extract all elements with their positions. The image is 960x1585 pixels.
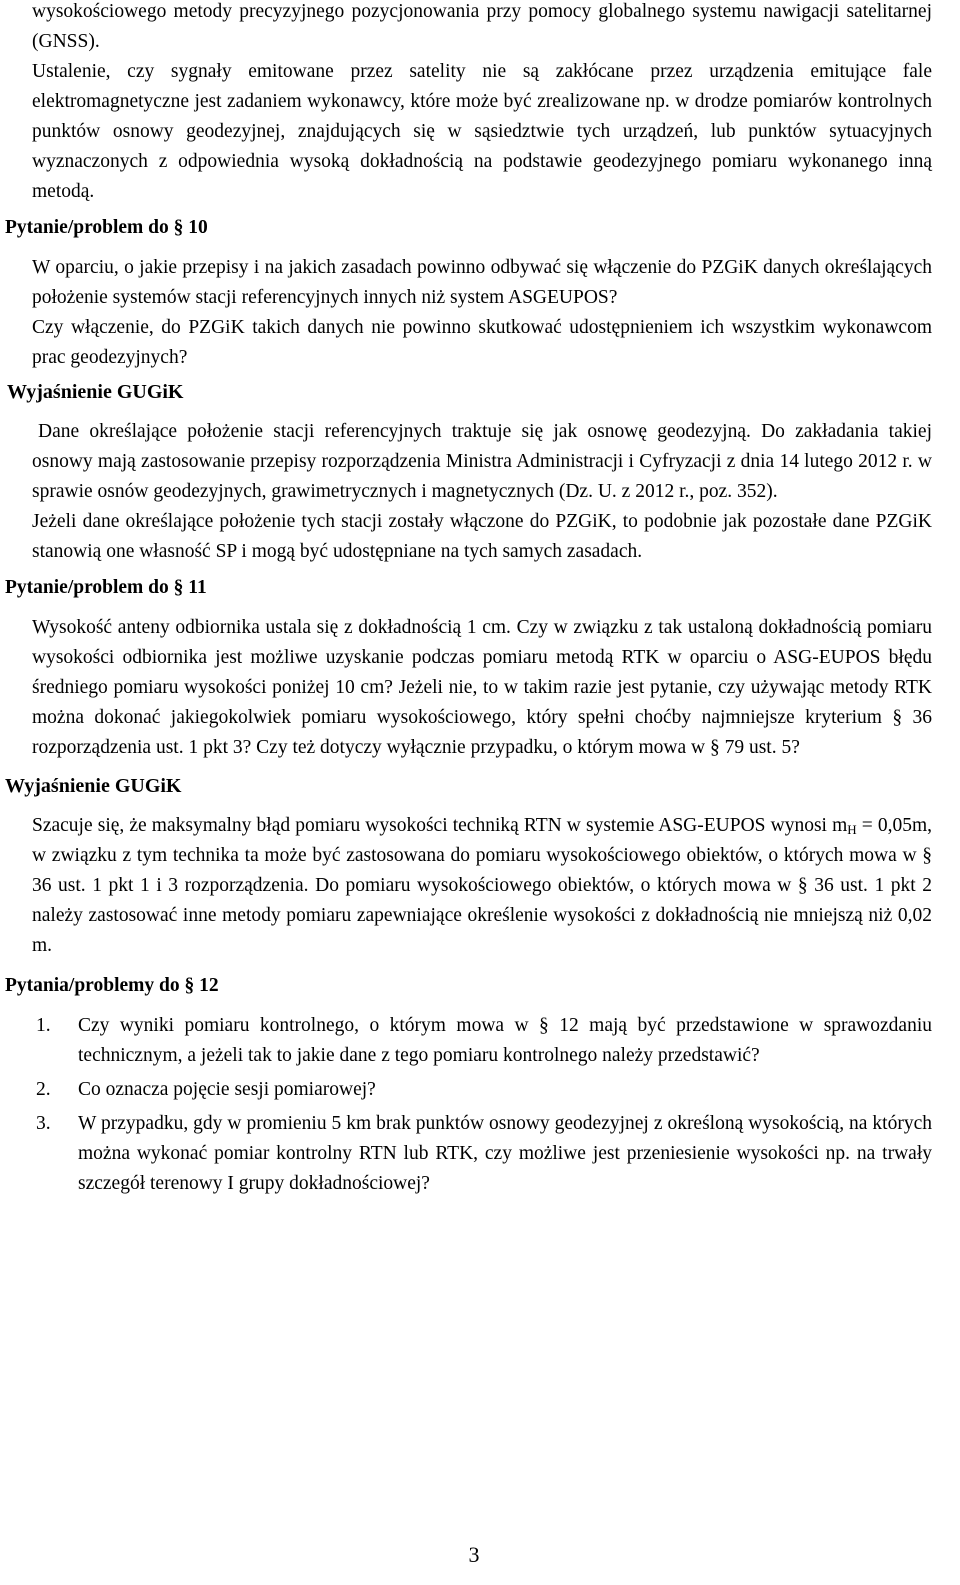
section-12-question-list: [32, 1011, 932, 1199]
list-item: [36, 1075, 932, 1105]
section-10-question-2: Czy włączenie, do PZGiK takich danych nie powinno skutkować udostępnieniem ich wszystkim wykonawcom prac geodezyjnych?: [32, 317, 932, 368]
list-item-text: Co oznacza pojęcie sesji pomiarowej?: [78, 1079, 376, 1100]
section-10-question-1: W oparciu, o jakie przepisy i na jakich zasadach powinno odbywać się włączenie do PZGiK danych określających położenie systemów stacji referencyjnych innych niż system ASGEUPOS?: [32, 257, 932, 308]
answer-text-after: = 0,05m, w związku z tym technika ta może być zastosowana do pomiaru wysokościowego obiektów, o których mowa w § 36 ust. 1 pkt 1 i 3 rozporządzenia. Do pomiaru wysokościowego obiektów, o których mowa w § 36 ust. 1 pkt 2 należy zastosować inne metody pomiaru zapewniające określenie wysokości z dokładnością nie mniejszą niż 0,02 m.: [32, 815, 933, 956]
list-item: [36, 1011, 932, 1071]
section-11-answer: [32, 811, 932, 961]
list-item-text: W przypadku, gdy w promieniu 5 km brak punktów osnowy geodezyjnej z określoną wysokością, na których można wykonać pomiar kontrolny RTN lub RTK, czy możliwe jest przeniesienie wysokości np. na trwały szczegół terenowy I grupy dokładnościowej?: [78, 1113, 932, 1194]
list-item-number: 2.: [36, 1079, 51, 1100]
section-10-answer-heading: Wyjaśnienie GUGiK: [7, 381, 184, 403]
intro-paragraph-1: wysokościowego metody precyzyjnego pozycjonowania przy pomocy globalnego systemu nawigacji satelitarnej (GNSS).: [32, 1, 932, 52]
section-10-answer-1: Dane określające położenie stacji referencyjnych traktuje się jak osnowę geodezyjną. Do zakładania takiej osnowy mają zastosowanie przepisy rozporządzenia Ministra Administracji i Cyfryzacji z dnia 14 lutego 2012 r. w sprawie osnów geodezyjnych, grawimetrycznych i magnetycznych (Dz. U. z 2012 r., poz. 352).: [32, 421, 932, 502]
subscript-h: H: [847, 822, 857, 837]
page-number: 3: [468, 1542, 480, 1567]
section-11-question: Wysokość anteny odbiornika ustala się z dokładnością 1 cm. Czy w związku z tak ustaloną dokładnością pomiaru wysokości odbiornika jest możliwe uzyskanie podczas pomiaru metodą RTK w oparciu o ASG-EUPOS błędu średniego pomiaru wysokości poniżej 10 cm? Jeżeli nie, to w takim razie jest pytanie, czy używając metody RTK można dokonać jakiegokolwiek pomiaru wysokościowego, który spełni choćby najmniejsze kryterium § 36 rozporządzenia ust. 1 pkt 3? Czy też dotyczy wyłącznie przypadku, o którym mowa w § 79 ust. 5?: [32, 617, 932, 758]
list-item-number: 1.: [36, 1015, 51, 1036]
section-10-answer-2: Jeżeli dane określające położenie tych stacji zostały włączone do PZGiK, to podobnie jak pozostałe dane PZGiK stanowią one własność SP i mogą być udostępniane na tych samych zasadach.: [32, 511, 932, 562]
list-item: [36, 1109, 932, 1199]
section-12-heading: Pytania/problemy do § 12: [5, 975, 219, 996]
answer-text-before: Szacuje się, że maksymalny błąd pomiaru wysokości techniką RTN w systemie ASG-EUPOS wynosi m: [32, 815, 848, 836]
list-item-number: 3.: [36, 1113, 51, 1134]
intro-paragraph-2: Ustalenie, czy sygnały emitowane przez satelity nie są zakłócane przez urządzenia emitujące fale elektromagnetyczne jest zadaniem wykonawcy, które może być zrealizowane np. w drodze pomiarów kontrolnych punktów osnowy geodezyjnej, znajdujących się w sąsiedztwie tych urządzeń, lub punktów sytuacyjnych wyznaczonych z odpowiednia wysoką dokładnością na podstawie geodezyjnego pomiaru wykonanego inną metodą.: [32, 61, 932, 202]
list-item-text: Czy wyniki pomiaru kontrolnego, o którym mowa w § 12 mają być przedstawione w sprawozdaniu technicznym, a jeżeli tak to jakie dane z tego pomiaru kontrolnego należy przedstawić?: [78, 1015, 932, 1066]
section-11-heading: Pytanie/problem do § 11: [5, 577, 207, 598]
section-11-answer-heading: Wyjaśnienie GUGiK: [5, 775, 182, 797]
section-10-heading: Pytanie/problem do § 10: [5, 217, 208, 238]
